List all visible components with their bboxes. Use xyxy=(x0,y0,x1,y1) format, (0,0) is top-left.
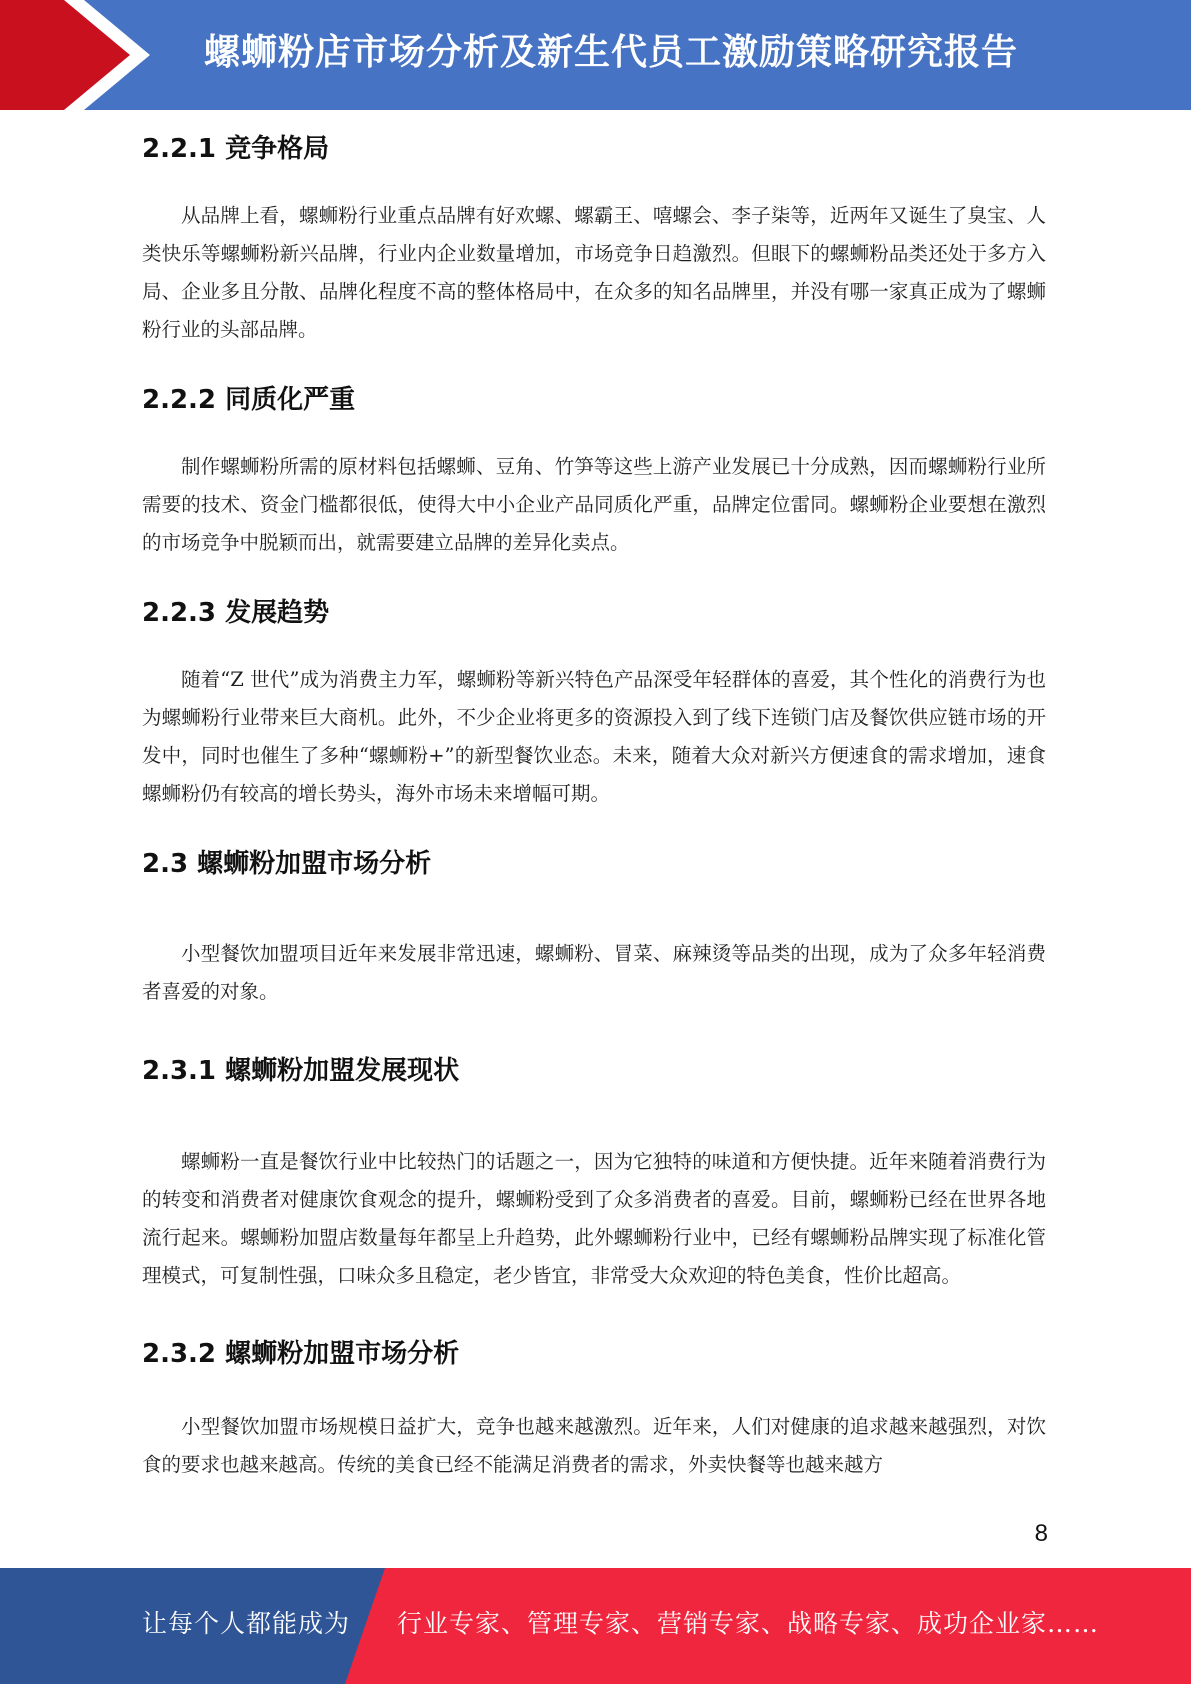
section-heading-2-3-1: 2.3.1 螺蛳粉加盟发展现状 xyxy=(142,1056,460,1086)
header-chevron-decoration xyxy=(0,0,160,110)
section-paragraph-2-2-3: 随着“Z 世代”成为消费主力军，螺蛳粉等新兴特色产品深受年轻群体的喜爱，其个性化的消费行为也为螺蛳粉行业带来巨大商机。此外，不少企业将更多的资源投入到了线下连锁门店及餐饮供应链市场的开发中，同时也催生了多种“螺蛳粉+”的新型餐饮业态。未来，随着大众对新兴方便速食的需求增加，速食螺蛳粉仍有较高的增长势头，海外市场未来增幅可期。 xyxy=(142,668,1046,805)
page-number: 8 xyxy=(1034,1520,1048,1547)
report-title: 螺蛳粉店市场分析及新生代员工激励策略研究报告 xyxy=(204,32,1019,73)
footer-slogan-right: 行业专家、管理专家、营销专家、战略专家、成功企业家…… xyxy=(397,1609,1100,1638)
section-paragraph-2-2-1: 从品牌上看，螺蛳粉行业重点品牌有好欢螺、螺霸王、嘻螺会、李子柒等，近两年又诞生了臭宝、人类快乐等螺蛳粉新兴品牌，行业内企业数量增加，市场竞争日趋激烈。但眼下的螺蛳粉品类还处于多方入局、企业多且分散、品牌化程度不高的整体格局中，在众多的知名品牌里，并没有哪一家真正成为了螺蛳粉行业的头部品牌。 xyxy=(142,204,1046,341)
footer-bar xyxy=(0,1568,1191,1684)
section-paragraph-2-2-2: 制作螺蛳粉所需的原材料包括螺蛳、豆角、竹笋等这些上游产业发展已十分成熟，因而螺蛳粉行业所需要的技术、资金门槛都很低，使得大中小企业产品同质化严重，品牌定位雷同。螺蛳粉企业要想在激烈的市场竞争中脱颖而出，就需要建立品牌的差异化卖点。 xyxy=(142,455,1046,554)
section-heading-2-3-2: 2.3.2 螺蛳粉加盟市场分析 xyxy=(142,1339,460,1369)
header-bar xyxy=(0,0,1191,110)
section-heading-2-2-2: 2.2.2 同质化严重 xyxy=(142,385,356,415)
document-body xyxy=(142,110,1046,1484)
footer-slogan-left: 让每个人都能成为 xyxy=(142,1609,351,1638)
section-heading-2-2-1: 2.2.1 竞争格局 xyxy=(142,134,330,164)
section-heading-2-3: 2.3 螺蛳粉加盟市场分析 xyxy=(142,849,432,879)
section-paragraph-2-3-2: 小型餐饮加盟市场规模日益扩大，竞争也越来越激烈。近年来，人们对健康的追求越来越强烈，对饮食的要求也越来越高。传统的美食已经不能满足消费者的需求，外卖快餐等也越来越方 xyxy=(142,1415,1046,1476)
section-heading-2-2-3: 2.2.3 发展趋势 xyxy=(142,598,330,628)
section-paragraph-2-3: 小型餐饮加盟项目近年来发展非常迅速，螺蛳粉、冒菜、麻辣烫等品类的出现，成为了众多年轻消费者喜爱的对象。 xyxy=(142,942,1046,1003)
section-paragraph-2-3-1: 螺蛳粉一直是餐饮行业中比较热门的话题之一，因为它独特的味道和方便快捷。近年来随着消费行为的转变和消费者对健康饮食观念的提升，螺蛳粉受到了众多消费者的喜爱。目前，螺蛳粉已经在世界各地流行起来。螺蛳粉加盟店数量每年都呈上升趋势，此外螺蛳粉行业中，已经有螺蛳粉品牌实现了标准化管理模式，可复制性强，口味众多且稳定，老少皆宜，非常受大众欢迎的特色美食，性价比超高。 xyxy=(142,1150,1046,1287)
